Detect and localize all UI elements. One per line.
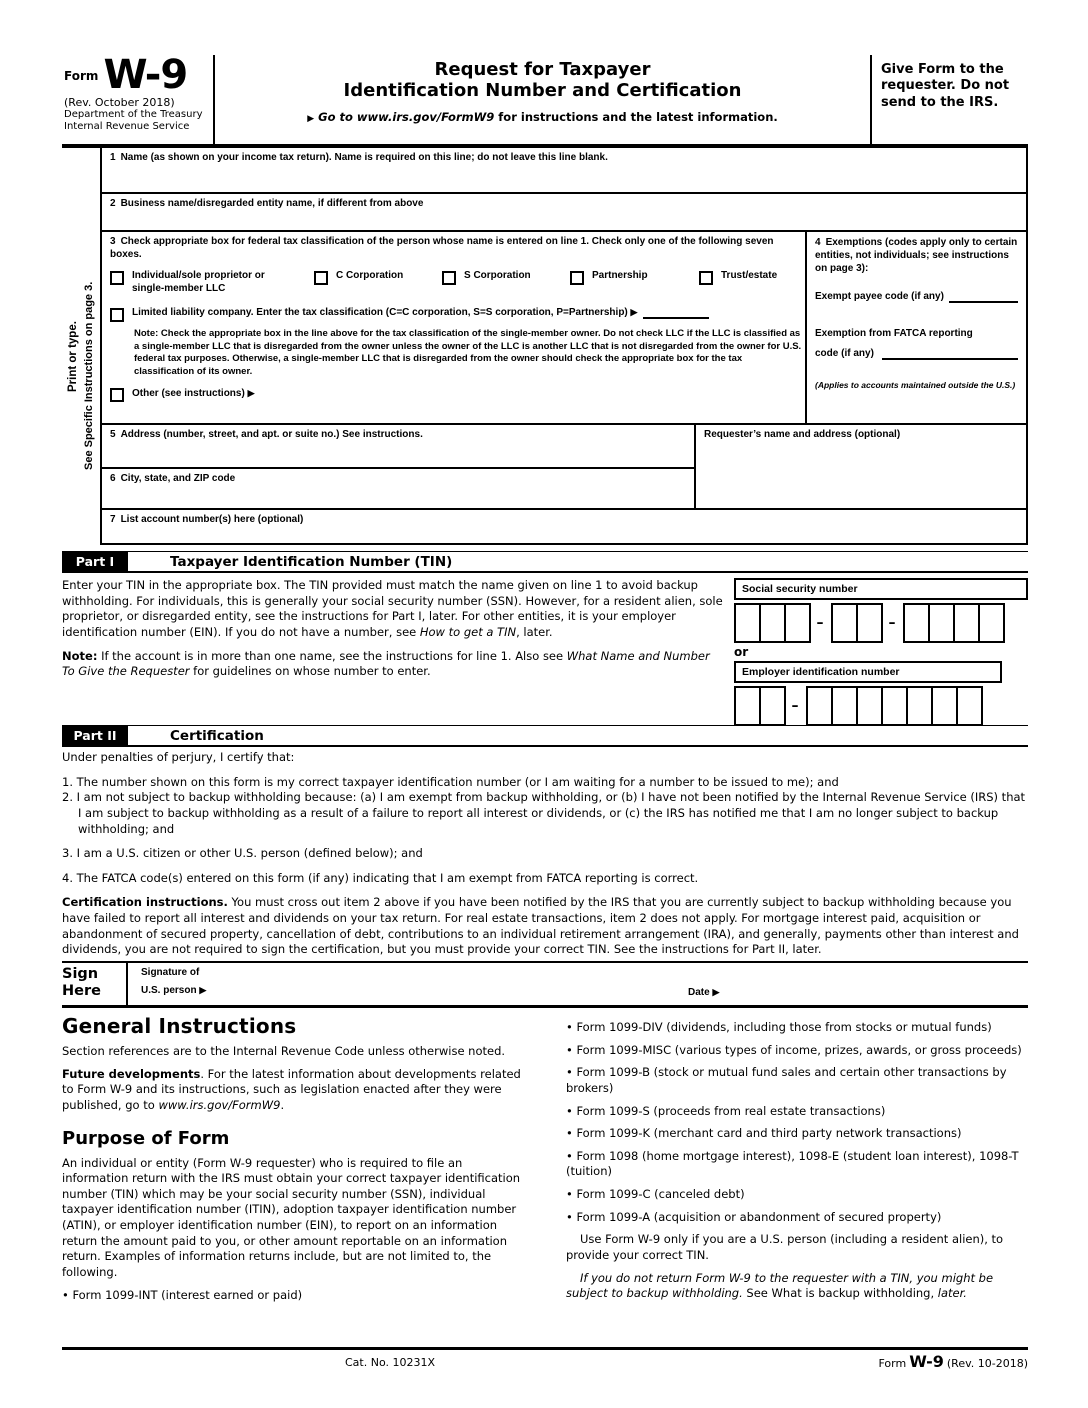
- s-corporation-checkbox[interactable]: [442, 271, 456, 285]
- purpose-paragraph: An individual or entity (Form W-9 requester) who is required to file an information return with the IRS must obtain your correct taxpayer identification number (TIN) which may be your social security number (SSN), individual taxpayer identification number (ITIN), adoption taxpayer identification number (ATIN), or employer identification number (EIN), to report on an information return the amount paid to you, or other amount reportable on an information return. Examples of information returns include, but are not limited to, the following.: [62, 1155, 521, 1279]
- line6-label: 6 City, state, and ZIP code: [110, 473, 236, 484]
- dept-irs: Internal Revenue Service: [64, 120, 190, 132]
- ein-dash: –: [791, 698, 799, 714]
- instructions-right-column: [566, 1014, 1028, 1303]
- part1-text-column: [62, 578, 724, 726]
- ssn-digit-cell[interactable]: [734, 603, 761, 643]
- line5-label: 5 Address (number, street, and apt. or suite no.) See instructions.: [110, 429, 423, 440]
- address-field-row: [102, 425, 694, 469]
- ein-digit-cell[interactable]: [906, 686, 933, 726]
- business-name-field-row: [102, 194, 1026, 232]
- line3-label: 3 Check appropriate box for federal tax classification of the person whose name is entered on line 1. Check only one of the following seven boxes.: [110, 236, 774, 260]
- line3-note: Note: Check the appropriate box in the line above for the tax classification of the single-member owner. Do not check LLC if the LLC is classified as a single-member LLC that is disregarded from the owner unless the owner of the LLC is another LLC that is not disregarded from the owner for U.S. federal tax purposes. Otherwise, a single-member LLC that is disregarded from the owner should check the appropriate box for the tax classification of its owner.: [134, 328, 802, 377]
- form-number: W-9: [103, 52, 188, 98]
- city-state-zip-field-row: [102, 469, 694, 508]
- part2-chip: Part II: [62, 726, 128, 745]
- ssn-digit-cell[interactable]: [831, 603, 858, 643]
- signature-area: [126, 963, 1028, 1005]
- formw9-url[interactable]: www.irs.gov/FormW9: [158, 1097, 281, 1112]
- footer-form-number: W-9: [909, 1352, 944, 1371]
- trust-estate-checkbox-item: [699, 270, 797, 295]
- part2-title: Certification: [170, 728, 264, 744]
- c-corporation-checkbox-item: [314, 270, 442, 295]
- fatca-code-input[interactable]: [882, 348, 1018, 360]
- ssn-dash: –: [816, 615, 824, 631]
- part1-note: Note: If the account is in more than one name, see the instructions for line 1. Also see What Name and Number To Give the Requester for guidelines on whose number to enter.: [62, 648, 710, 679]
- use-form-paragraph: Use Form W-9 only if you are a U.S. person (including a resident alien), to provide your correct TIN.: [566, 1232, 1004, 1262]
- partnership-checkbox-item: [570, 270, 699, 295]
- form-title-block: [215, 55, 870, 144]
- certification-item-4: 4. The FATCA code(s) entered on this form (if any) indicating that I am exempt from FATCA reporting is correct.: [62, 870, 699, 885]
- ssn-digit-cell[interactable]: [856, 603, 883, 643]
- account-numbers-input-area[interactable]: [110, 526, 1018, 540]
- date-label: Date ▶: [688, 987, 720, 998]
- arrow-icon: ▶: [712, 987, 720, 997]
- c-corporation-checkbox[interactable]: [314, 271, 328, 285]
- fatca-label-line1: Exemption from FATCA reporting: [815, 328, 973, 339]
- bullet-1099-div: • Form 1099-DIV (dividends, including those from stocks or mutual funds): [566, 1020, 992, 1034]
- goto-line: [215, 110, 870, 124]
- certification-item-2: 2. I am not subject to backup withholding because: (a) I am exempt from backup withholding, or (b) I have not been notified by the Internal Revenue Service (IRS) that I am subject to backup withholding as a result of a failure to report all interest or dividends, or (c) the IRS has notified me that I am no longer subject to backup withholding; and: [62, 790, 1026, 836]
- account-numbers-field-row: [102, 510, 1026, 543]
- if-not-return-paragraph: If you do not return Form W-9 to the requester with a TIN, you might be subject to backup withholding. See What is backup withholding, later.: [566, 1270, 994, 1301]
- form-title-line1: Request for Taxpayer: [434, 59, 651, 80]
- llc-classification-input[interactable]: [643, 307, 709, 319]
- ein-digit-cell[interactable]: [956, 686, 983, 726]
- ein-digit-cell[interactable]: [931, 686, 958, 726]
- bullet-1098: • Form 1098 (home mortgage interest), 1098-E (student loan interest), 1098-T (tuition): [566, 1148, 1019, 1179]
- us-person-label: U.S. person ▶: [141, 985, 207, 996]
- partnership-checkbox[interactable]: [570, 271, 584, 285]
- general-instructions-heading: General Instructions: [62, 1014, 297, 1038]
- individual-checkbox-item: [110, 270, 314, 295]
- bullet-1099-k: • Form 1099-K (merchant card and third party network transactions): [566, 1126, 962, 1141]
- address-input-area[interactable]: [110, 441, 686, 464]
- certification-intro: Under penalties of perjury, I certify that:: [62, 750, 295, 764]
- line3-number: 3: [110, 236, 116, 247]
- partnership-checkbox-label: Partnership: [592, 270, 648, 281]
- fatca-code-line: [815, 347, 1018, 360]
- s-corporation-checkbox-item: [442, 270, 570, 295]
- ein-digit-cell[interactable]: [759, 686, 786, 726]
- address-requester-row: [102, 425, 1026, 510]
- individual-checkbox[interactable]: [110, 271, 124, 285]
- certification-item-3: 3. I am a U.S. citizen or other U.S. person (defined below); and: [62, 846, 423, 861]
- sign-here-label: Sign Here: [62, 966, 101, 999]
- ssn-digit-cell[interactable]: [759, 603, 786, 643]
- fatca-label-line2: code (if any): [815, 348, 874, 359]
- ssn-dash: –: [888, 615, 896, 631]
- individual-checkbox-label: Individual/sole proprietor or single-member LLC: [132, 270, 265, 294]
- line2-label: 2 Business name/disregarded entity name, if different from above: [110, 198, 424, 209]
- ssn-digit-cell[interactable]: [978, 603, 1005, 643]
- line4-label: 4 Exemptions (codes apply only to certain entities, not individuals; see instructions on page 3):: [815, 237, 1018, 274]
- arrow-icon: ▶: [199, 985, 207, 995]
- bullet-1099-c: • Form 1099-C (canceled debt): [566, 1187, 745, 1201]
- ein-digit-cell[interactable]: [806, 686, 833, 726]
- see-specific-instructions-label: See Specific Instructions on page 3.: [83, 281, 95, 470]
- instructions-section: [62, 1014, 1028, 1303]
- give-form-note: Give Form to the requester. Do not send to the IRS.: [870, 55, 1028, 144]
- city-state-zip-input-area[interactable]: [110, 485, 686, 505]
- llc-checkbox[interactable]: [110, 308, 124, 322]
- or-word: or: [734, 645, 749, 659]
- future-developments-paragraph: Future developments. For the latest information about developments related to Form W-9 and its instructions, such as legislation enacted after they were published, go to www.irs.gov/FormW9.: [62, 1066, 521, 1112]
- requester-label: Requester’s name and address (optional): [704, 429, 901, 440]
- business-name-input-area[interactable]: [110, 210, 1018, 227]
- goto-prefix: Go to: [318, 110, 357, 125]
- part1-title: Taxpayer Identification Number (TIN): [170, 554, 453, 570]
- other-checkbox-label: Other (see instructions) ▶: [132, 388, 255, 400]
- tax-classification-section: [102, 232, 807, 423]
- other-checkbox-item: [110, 387, 797, 402]
- line1-label: 1 Name (as shown on your income tax return). Name is required on this line; do not leave this line blank.: [110, 152, 608, 163]
- exempt-payee-code-input[interactable]: [949, 291, 1018, 303]
- part1-header-bar: [62, 551, 1028, 573]
- form-title-line2: Identification Number and Certification: [343, 80, 742, 102]
- bullet-1099-b: • Form 1099-B (stock or mutual fund sales and certain other transactions by brokers): [566, 1065, 1007, 1095]
- line6-number: 6: [110, 473, 116, 484]
- address-column: [102, 425, 694, 508]
- dept-treasury: Department of the Treasury: [64, 109, 203, 120]
- classification-checkboxes: [110, 270, 797, 295]
- ssn-digit-cell[interactable]: [953, 603, 980, 643]
- arrow-icon: ▶: [247, 388, 255, 399]
- bullet-1099-int: • Form 1099-INT (interest earned or paid): [62, 1287, 303, 1302]
- other-checkbox[interactable]: [110, 388, 124, 402]
- print-or-type-label: Print or type.: [67, 321, 79, 392]
- ssn-digit-cell[interactable]: [928, 603, 955, 643]
- ssn-digit-cell[interactable]: [903, 603, 930, 643]
- instructions-left-column: [62, 1014, 526, 1303]
- c-corporation-checkbox-label: C Corporation: [336, 270, 404, 281]
- exempt-payee-label: Exempt payee code (if any): [815, 291, 944, 302]
- arrow-icon: ▶: [307, 114, 315, 125]
- ssn-digit-cell[interactable]: [784, 603, 811, 643]
- arrow-icon: ▶: [630, 307, 638, 317]
- goto-url[interactable]: www.irs.gov/FormW9: [356, 110, 495, 125]
- purpose-of-form-heading: Purpose of Form: [62, 1127, 230, 1149]
- classification-and-exemptions-row: [102, 232, 1026, 425]
- form-revision: (Rev. October 2018): [64, 96, 175, 109]
- field-table: [100, 148, 1028, 545]
- llc-checkbox-item: [110, 307, 797, 322]
- footer-form-word: Form: [878, 1357, 907, 1370]
- requester-box: [694, 425, 1026, 508]
- line5-number: 5: [110, 429, 116, 440]
- part2-body: [62, 750, 1028, 958]
- form-word: Form: [64, 69, 99, 83]
- ein-digit-cell[interactable]: [831, 686, 858, 726]
- trust-estate-checkbox-label: Trust/estate: [721, 270, 778, 281]
- ein-digit-cell[interactable]: [734, 686, 761, 726]
- note-lead: Note:: [134, 328, 159, 339]
- ssn-label-box: Social security number: [734, 578, 1028, 600]
- line7-number: 7: [110, 514, 116, 525]
- footer-rule: [62, 1347, 1028, 1350]
- applies-note: (Applies to accounts maintained outside the U.S.): [815, 380, 1016, 390]
- s-corporation-checkbox-label: S Corporation: [464, 270, 531, 281]
- section-references-paragraph: Section references are to the Internal Revenue Code unless otherwise noted.: [62, 1044, 506, 1058]
- ein-digit-cell[interactable]: [881, 686, 908, 726]
- name-input-area[interactable]: [110, 164, 1018, 189]
- part1-paragraph: Enter your TIN in the appropriate box. The TIN provided must match the name given on line 1 to avoid backup withholding. For individuals, this is generally your social security number (SSN). However, for a resident alien, sole proprietor, or disregarded entity, see the instructions for Part I, later. For other entities, it is your employer identification number (EIN). If you do not have a number, see How to get a TIN, later.: [62, 578, 723, 639]
- exemptions-section: [807, 232, 1026, 423]
- trust-estate-checkbox[interactable]: [699, 271, 713, 285]
- signature-row: [62, 961, 1028, 1008]
- footer-revision: (Rev. 10-2018): [946, 1357, 1028, 1370]
- signature-of-label: Signature of: [141, 967, 200, 978]
- form-id-block: [62, 52, 215, 144]
- line4-number: 4: [815, 237, 821, 248]
- llc-checkbox-label: Limited liability company. Enter the tax classification (C=C corporation, S=S corporation, P=Partnership) ▶: [132, 307, 638, 318]
- tin-entry-column: [734, 578, 1028, 726]
- certification-item-1: 1. The number shown on this form is my correct taxpayer identification number (or I am waiting for a number to be issued to me); and: [62, 774, 839, 789]
- ein-digit-cell[interactable]: [856, 686, 883, 726]
- name-field-row: [102, 148, 1026, 194]
- part1-chip: Part I: [62, 552, 128, 571]
- bullet-1099-misc: • Form 1099-MISC (various types of income, prizes, awards, or gross proceeds): [566, 1042, 1022, 1057]
- part1-body: [62, 578, 1028, 726]
- certification-instructions: Certification instructions. You must cross out item 2 above if you have been notified by the IRS that you are currently subject to backup withholding because you have failed to report all interest and dividends on your tax return. For real estate transactions, item 2 does not apply. For mortgage interest paid, acquisition or abandonment of secured property, cancellation of debt, contributions to an individual retirement arrangement (IRA), and generally, payments other than interest and dividends, you are not required to sign the certification, but you must provide your correct TIN. See the instructions for Part II, later.: [62, 895, 1019, 957]
- line7-label: 7 List account number(s) here (optional): [110, 514, 304, 525]
- exempt-payee-line: [815, 290, 1018, 303]
- bullet-1099-a: • Form 1099-A (acquisition or abandonment of secured property): [566, 1209, 942, 1224]
- ein-label-box: Employer identification number: [734, 661, 1002, 683]
- part2-header-bar: [62, 725, 1028, 747]
- ein-cells: [734, 686, 1028, 726]
- line1-number: 1: [110, 152, 116, 163]
- requester-input-area[interactable]: [704, 441, 1018, 505]
- catalog-number: Cat. No. 10231X: [345, 1356, 436, 1369]
- bullet-1099-s: • Form 1099-S (proceeds from real estate transactions): [566, 1103, 886, 1118]
- ssn-cells: [734, 603, 1028, 643]
- form-header: [62, 52, 1028, 148]
- line2-number: 2: [110, 198, 116, 209]
- goto-suffix: for instructions and the latest information.: [494, 110, 778, 125]
- footer-form-id: [878, 1352, 1028, 1371]
